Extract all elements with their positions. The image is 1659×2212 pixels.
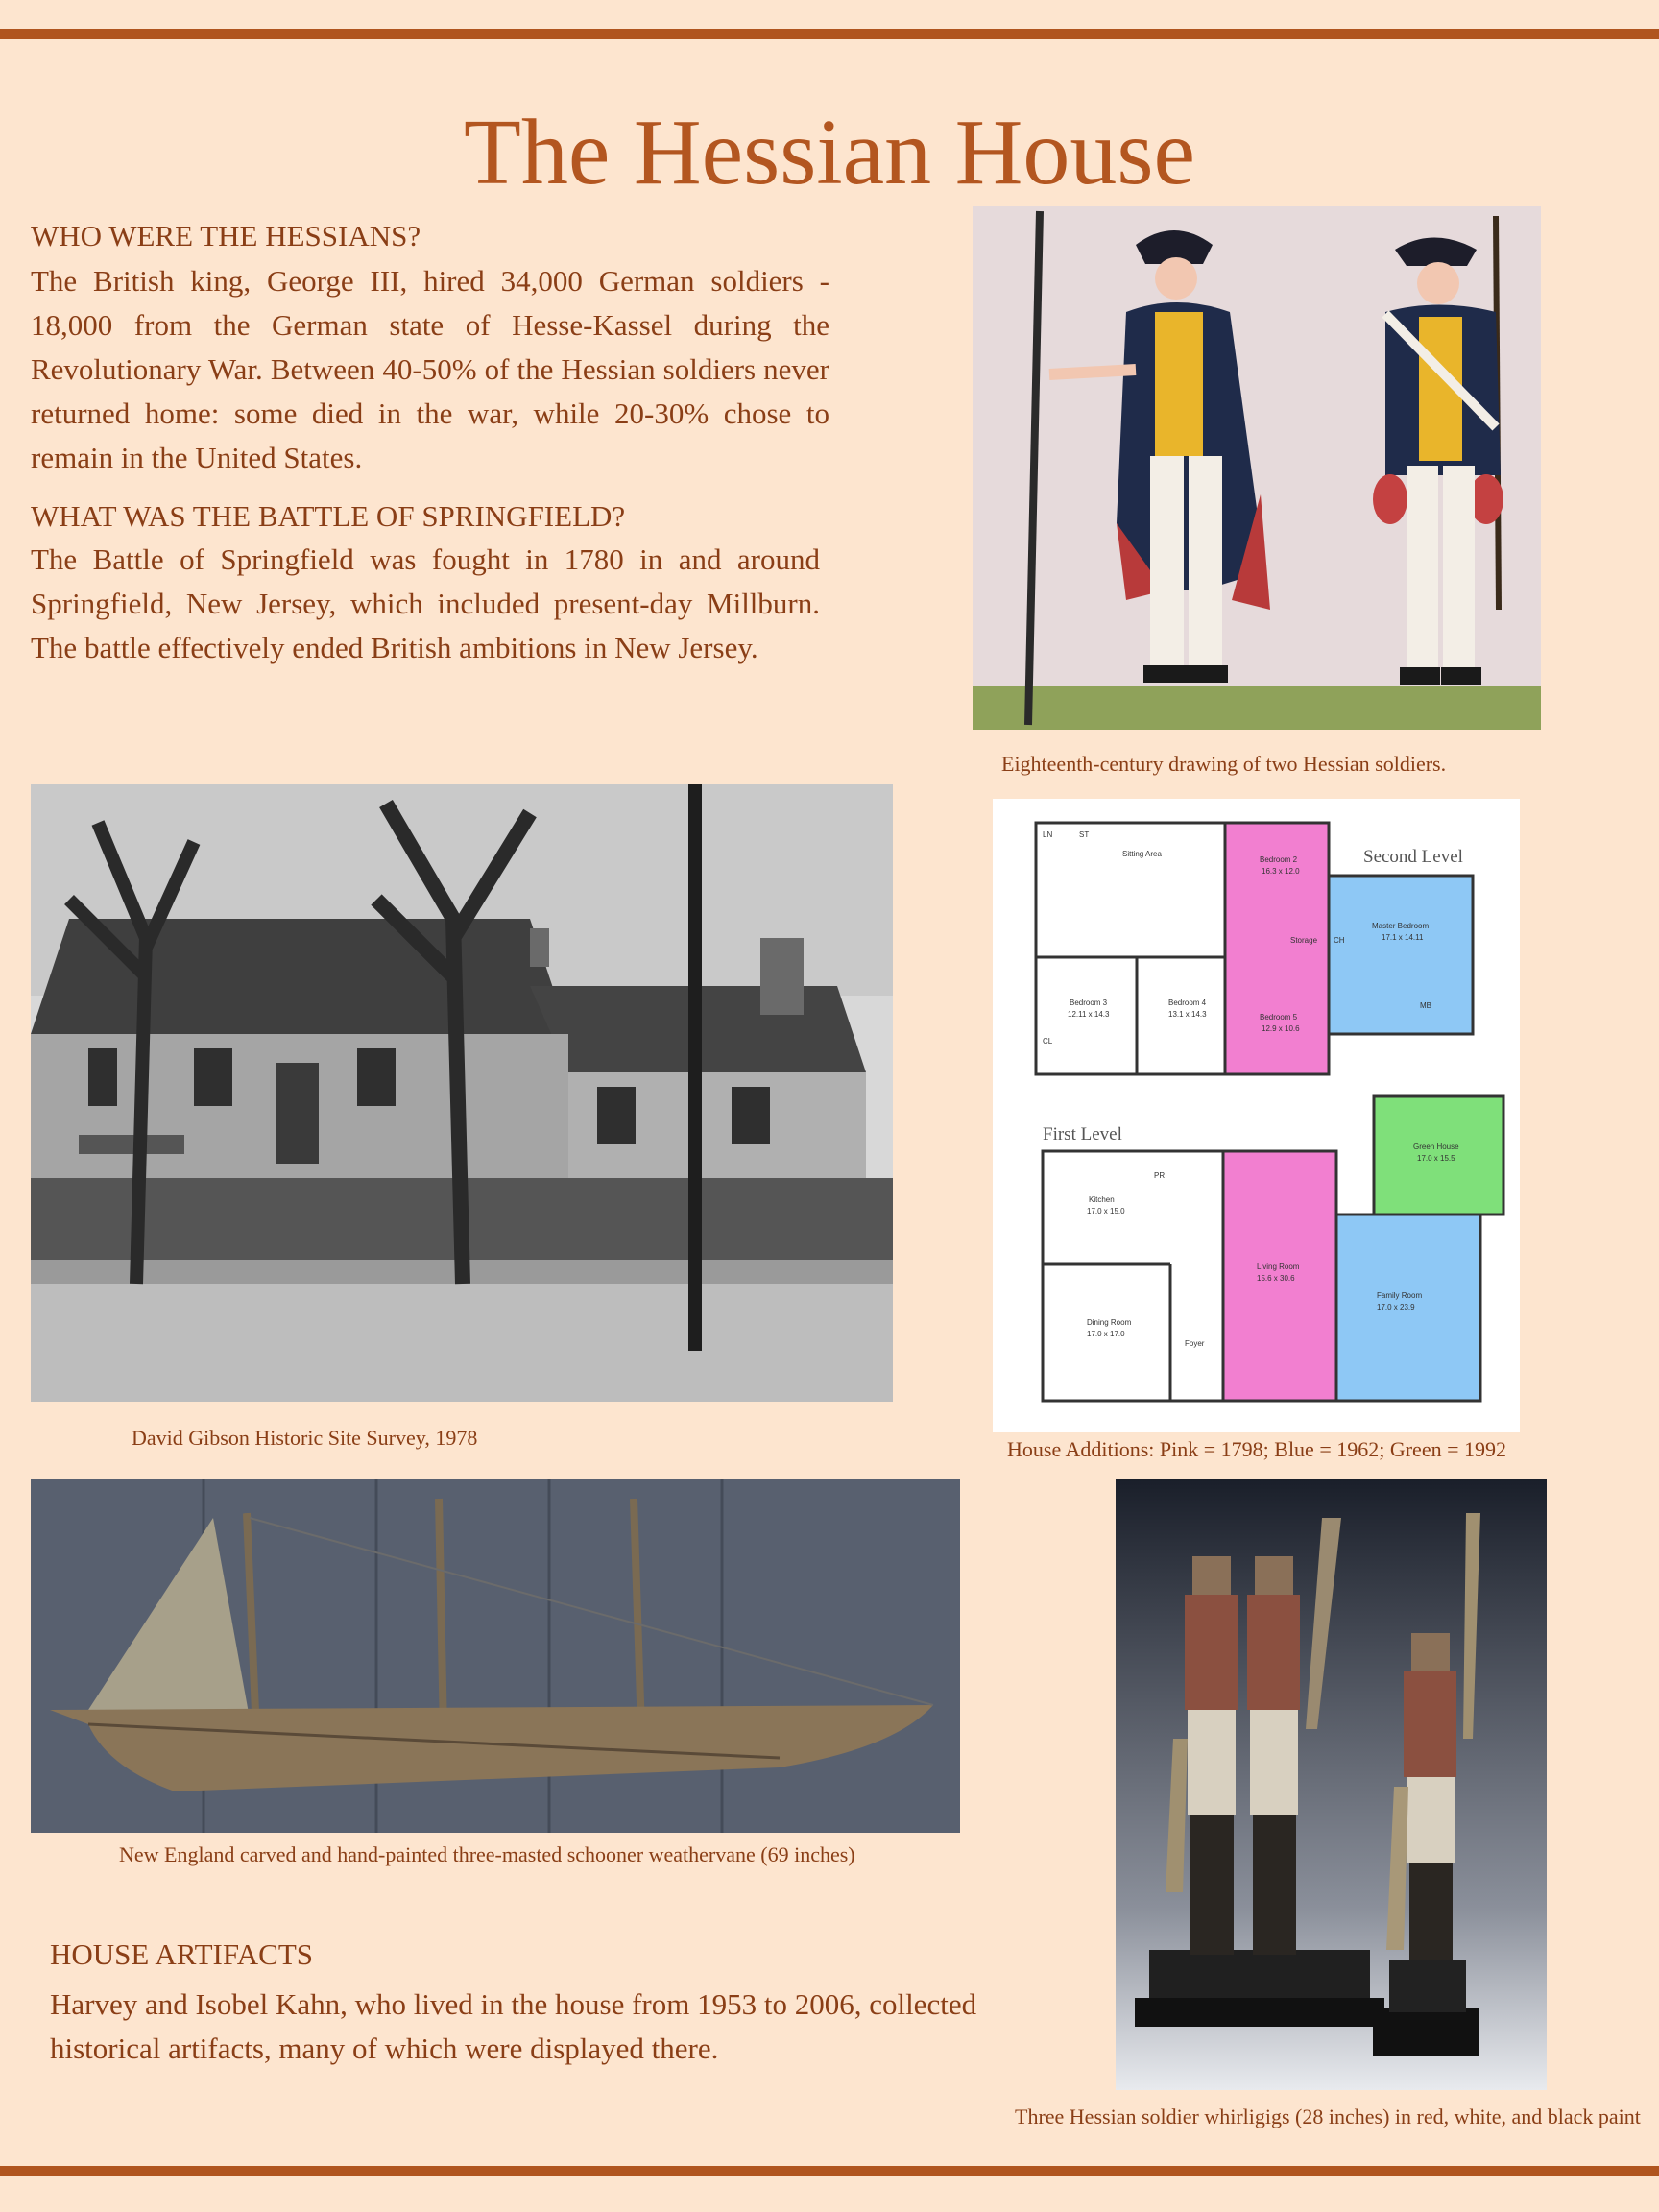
plan-label-sitting-area: Sitting Area	[1122, 850, 1162, 858]
plan-label-living-room: Living Room	[1257, 1262, 1300, 1271]
plan-label-living-room-size: 15.6 x 30.6	[1257, 1274, 1295, 1283]
whirligigs-photo	[1116, 1479, 1547, 2090]
plan-label-foyer: Foyer	[1185, 1339, 1205, 1348]
plan-label-ch: CH	[1334, 936, 1345, 945]
weathervane-photo	[31, 1479, 960, 1833]
plan-label-pr: PR	[1154, 1171, 1166, 1180]
plan-label-mb: MB	[1420, 1001, 1431, 1010]
battle-heading: WHAT WAS THE BATTLE OF SPRINGFIELD?	[31, 499, 626, 533]
house-photo-caption: David Gibson Historic Site Survey, 1978	[132, 1426, 478, 1450]
artifacts-body: Harvey and Isobel Kahn, who lived in the house from 1953 to 2006, collected historical artifacts, many of which were displayed there.	[50, 1987, 977, 2065]
page-title: The Hessian House	[463, 101, 1196, 204]
plan-label-storage: Storage	[1290, 936, 1318, 945]
plan-label-bedroom5: Bedroom 5	[1260, 1013, 1298, 1022]
plan-label-kitchen: Kitchen	[1089, 1195, 1115, 1204]
soldiers-caption: Eighteenth-century drawing of two Hessian soldiers.	[1001, 752, 1447, 776]
bottom-rule	[0, 2166, 1659, 2176]
plan-label-kitchen-size: 17.0 x 15.0	[1087, 1207, 1125, 1215]
plan-label-bedroom3-size: 12.11 x 14.3	[1068, 1010, 1110, 1019]
hessians-body: The British king, George III, hired 34,000 German soldiers - 18,000 from the German state of Hesse-Kassel during the Revolutionary War. Between 40-50% of the Hessian soldiers never returned home: some died in the war, while 20-30% chose to remain in the United States.	[31, 264, 830, 474]
whirligigs-caption: Three Hessian soldier whirligigs (28 inches) in red, white, and black paint	[1015, 2104, 1641, 2128]
plan-first-level-label: First Level	[1043, 1124, 1122, 1144]
plan-label-st: ST	[1079, 830, 1090, 839]
plan-label-bedroom3: Bedroom 3	[1070, 998, 1108, 1007]
hessian-house-photo	[31, 784, 893, 1402]
battle-body: The Battle of Springfield was fought in 1780 in and around Springfield, New Jersey, which included present-day Millburn. The battle effectively ended British ambitions in New Jersey.	[31, 542, 820, 664]
plan-second-level-label: Second Level	[1363, 847, 1463, 867]
plan-label-bedroom4: Bedroom 4	[1168, 998, 1207, 1007]
plan-label-bedroom2: Bedroom 2	[1260, 855, 1298, 864]
plan-label-family-room: Family Room	[1377, 1291, 1423, 1300]
plan-label-green-house: Green House	[1413, 1142, 1459, 1151]
plan-label-dining-room: Dining Room	[1087, 1318, 1132, 1327]
artifacts-heading: HOUSE ARTIFACTS	[50, 1937, 314, 1971]
plan-label-master-bedroom-size: 17.1 x 14.11	[1382, 933, 1424, 942]
plan-label-closet: CL	[1043, 1037, 1053, 1046]
plan-label-bedroom5-size: 12.9 x 10.6	[1262, 1024, 1300, 1033]
plan-label-ln: LN	[1043, 830, 1053, 839]
plan-label-family-room-size: 17.0 x 23.9	[1377, 1303, 1415, 1311]
plan-label-bedroom4-size: 13.1 x 14.3	[1168, 1010, 1207, 1019]
hessian-soldiers-drawing	[973, 206, 1541, 730]
plan-label-green-house-size: 17.0 x 15.5	[1417, 1154, 1455, 1163]
plan-label-bedroom2-size: 16.3 x 12.0	[1262, 867, 1300, 876]
plan-label-master-bedroom: Master Bedroom	[1372, 922, 1430, 930]
floor-plan-caption: House Additions: Pink = 1798; Blue = 1962; Green = 1992	[1007, 1437, 1506, 1461]
hessians-heading: WHO WERE THE HESSIANS?	[31, 219, 421, 252]
plan-label-dining-room-size: 17.0 x 17.0	[1087, 1330, 1125, 1338]
weathervane-caption: New England carved and hand-painted three-masted schooner weathervane (69 inches)	[119, 1842, 855, 1866]
floor-plan	[993, 799, 1520, 1432]
top-rule	[0, 29, 1659, 39]
